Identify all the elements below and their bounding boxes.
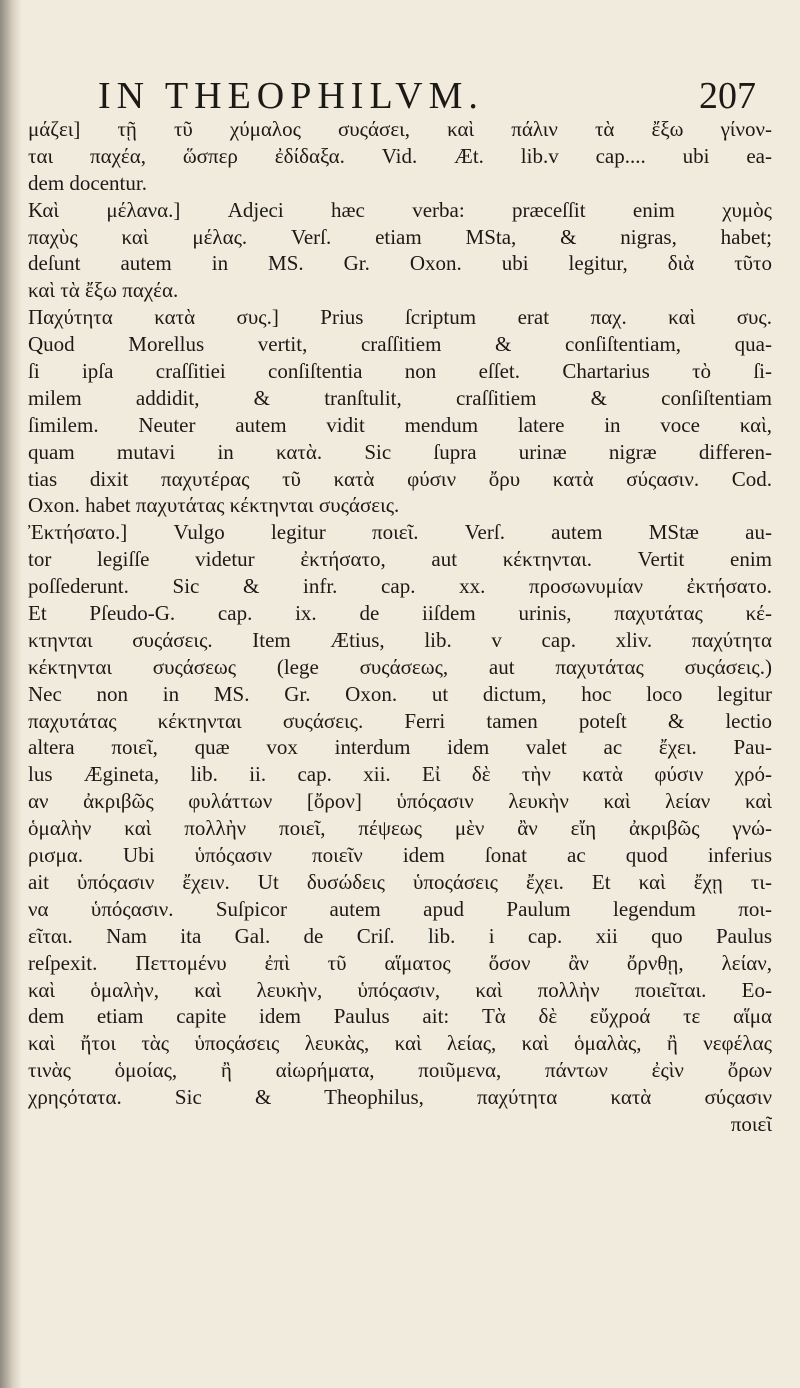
text-line: κέκτηνται συςάσεως (lege συςάσεως, aut παχυτάτας συςάσεις.)	[28, 654, 772, 679]
text-line: Παχύτητα κατὰ συς.] Prius ſcriptum erat παχ. καὶ συς.	[28, 305, 772, 330]
text-line: παχυτάτας κέκτηνται συςάσεις. Ferri tamen poteſt & lectio	[28, 708, 772, 733]
text-line: καὶ ἤτοι τὰς ὑποςάσεις λευκὰς, καὶ λείας, καὶ ὁμαλὰς, ἢ νεφέλας	[28, 1031, 772, 1056]
text-line: εῖται. Nam ita Gal. de Criſ. lib. i cap. xii quo Paulus	[28, 923, 772, 948]
text-line: lus Ægineta, lib. ii. cap. xii. Εἰ δὲ τὴν κατὰ φύσιν χρό-	[28, 762, 772, 787]
text-line: ται παχέα, ὥσπερ ἐδίδαξα. Vid. Æt. lib.v cap.... ubi ea-	[28, 143, 772, 168]
text-line: ὁμαλὴν καὶ πολλὴν ποιεῖ, πέψεως μὲν ἂν εἴη ἀκριβῶς γνώ-	[28, 816, 772, 841]
text-line: χρηςότατα. Sic & Theophilus, παχύτητα κατὰ σύςασιν	[28, 1085, 772, 1110]
text-line: μάζει] τῇ τῦ χύμαλος συςάσει, καὶ πάλιν τὰ ἔξω γίνον-	[28, 117, 772, 141]
text-line: Καὶ μέλανα.] Adjeci hæc verba: præceſſit enim χυμὸς	[28, 197, 772, 222]
page-header	[34, 74, 756, 118]
body-text	[28, 116, 772, 1138]
text-line: milem addidit, & tranſtulit, craſſitiem & conſiſtentiam	[28, 385, 772, 410]
text-line: ſimilem. Neuter autem vidit mendum latere in voce καὶ,	[28, 412, 772, 437]
text-line: poſſederunt. Sic & infr. cap. xx. προσωνυμίαν ἐκτήσατο.	[28, 574, 772, 599]
text-line: dem etiam capite idem Paulus ait: Τὰ δὲ εὔχροά τε αἵμα	[28, 1004, 772, 1029]
text-line: ait ὑπόςασιν ἔχειν. Ut δυσώδεις ὑποςάσεις ἔχει. Et καὶ ἔχῃ τι-	[28, 869, 772, 894]
text-line: Nec non in MS. Gr. Oxon. ut dictum, hoc loco legitur	[28, 681, 772, 706]
text-line: ρισμα. Ubi ὑπόςασιν ποιεῖν idem ſonat ac quod inferius	[28, 843, 772, 868]
text-line: deſunt autem in MS. Gr. Oxon. ubi legitur, διὰ τῦτο	[28, 251, 772, 276]
text-line: quam mutavi in κατὰ. Sic ſupra urinæ nigræ differen-	[28, 439, 772, 464]
text-line: tias dixit παχυτέρας τῦ κατὰ φύσιν ὄρυ κατὰ σύςασιν. Cod.	[28, 466, 772, 491]
text-line: κτηνται συςάσεις. Item Ætius, lib. v cap. xliv. παχύτητα	[28, 627, 772, 652]
text-line: παχὺς καὶ μέλας. Verſ. etiam MSta, & nigras, habet;	[28, 224, 772, 249]
running-head: IN THEOPHILVM.	[98, 75, 484, 117]
page-number: 207	[699, 75, 756, 117]
text-line: tor legiſſe videtur ἐκτήσατο, aut κέκτηνται. Vertit enim	[28, 547, 772, 572]
text-line: τινὰς ὁμοίας, ἢ αἰωρήματα, ποιῦμενα, πάντων ἐςὶν ὄρων	[28, 1058, 772, 1083]
text-line: dem docentur.	[28, 170, 147, 195]
text-line: Et Pſeudo-G. cap. ix. de iiſdem urinis, παχυτάτας κέ-	[28, 601, 772, 626]
text-line: altera ποιεῖ, quæ vox interdum idem valet ac ἔχει. Pau-	[28, 735, 772, 760]
text-line: καὶ ὁμαλὴν, καὶ λευκὴν, ὑπόςασιν, καὶ πολλὴν ποιεῖται. Eo-	[28, 977, 772, 1002]
text-line: Quod Morellus vertit, craſſitiem & conſiſtentiam, qua-	[28, 332, 772, 357]
text-line: καὶ τὰ ἔξω παχέα.	[28, 278, 179, 303]
text-line: Ἐκτήσατο.] Vulgo legitur ποιεῖ. Verſ. autem MStæ au-	[28, 520, 772, 545]
text-line: Oxon. habet παχυτάτας κέκτηνται συςάσεις.	[28, 493, 400, 518]
binding-shadow	[0, 0, 22, 1388]
text-line: ſi ipſa craſſitiei conſiſtentia non eſſet. Chartarius τὸ ſi-	[28, 359, 772, 384]
text-line: reſpexit. Πεττομένυ ἐπὶ τῦ αἵματος ὅσον ἂν ὄρνθῃ, λείαν,	[28, 950, 772, 975]
catchword: ποιεῖ	[730, 1111, 772, 1136]
text-line: να ὑπόςασιν. Suſpicor autem apud Paulum legendum ποι-	[28, 896, 772, 921]
text-line: αν ἀκριβῶς φυλάττων [ὄρον] ὑπόςασιν λευκὴν καὶ λείαν καὶ	[28, 789, 772, 814]
